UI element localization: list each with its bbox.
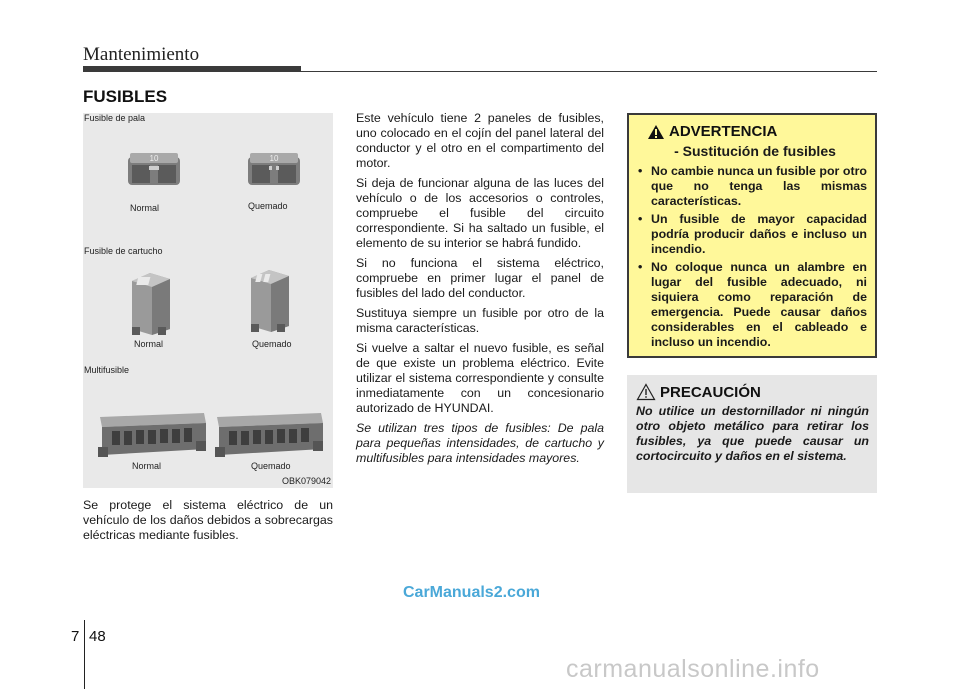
- paragraph-replace-fuse: Sustituya siempre un fusible por otro de la misma características.: [356, 306, 604, 335]
- warning-header: [647, 123, 867, 140]
- warning-item: • Un fusible de mayor capacidad podría producir daños e incluso un incendio.: [637, 212, 867, 257]
- paragraph-fuse-types: Se utilizan tres tipos de fusibles: De pala para pequeñas intensidades, de cartucho y multifusibles para intensidades mayores.: [356, 421, 604, 465]
- warning-item: • No cambie nunca un fusible por otro que no tenga las mismas características.: [637, 164, 867, 209]
- fuse-figure: [83, 113, 333, 488]
- header-rule-thick: [83, 66, 301, 72]
- blade-blown-caption: Quemado: [248, 201, 288, 211]
- cartridge-fuse-blown: [245, 268, 293, 334]
- header-rule-thin: [301, 71, 877, 72]
- header-title: Mantenimiento: [83, 44, 200, 65]
- multifuse-label: Multifusible: [84, 365, 130, 375]
- caution-box: [627, 375, 877, 493]
- warning-box: [627, 113, 877, 358]
- multifuse-blown: [213, 409, 325, 459]
- left-column-text: [83, 498, 333, 548]
- paragraph-driver-panel: Si no funciona el sistema eléctrico, compruebe en primer lugar el panel de fusibles del lado del conductor.: [356, 256, 604, 300]
- caution-header: [636, 383, 869, 401]
- paragraph-fuse-panels: Este vehículo tiene 2 paneles de fusibles, uno colocado en el cojín del panel lateral del conductor y el otro en el compartimento del motor.: [356, 111, 604, 170]
- caution-triangle-icon: [636, 383, 656, 401]
- warning-list: [637, 164, 867, 350]
- cartridge-normal-caption: Normal: [134, 339, 164, 349]
- intro-paragraph: Se protege el sistema eléctrico de un vehículo de los daños debidos a sobrecargas eléctricas mediante fusibles.: [83, 498, 333, 542]
- blade-normal-caption: Normal: [130, 203, 160, 213]
- multifuse-normal: [96, 409, 208, 459]
- carmanuals-watermark: CarManuals2.com: [403, 584, 540, 601]
- paragraph-blown-again: Si vuelve a saltar el nuevo fusible, es señal de que existe un problema eléctrico. Evite utilizar el sistema correspondiente y consulte inmediatamente con un concesionario autorizado de HYUNDAI.: [356, 341, 604, 415]
- caution-text: No utilice un destornillador ni ningún otro objeto metálico para retirar los fusibles, ya que puede causar un cortocircuito y daños en el sistema.: [636, 404, 869, 463]
- middle-column-text: [356, 111, 604, 471]
- figure-code: OBK079042: [281, 476, 331, 486]
- page-separator: [84, 620, 85, 689]
- page-number: 48: [89, 628, 106, 645]
- warning-title: ADVERTENCIA: [669, 123, 778, 140]
- warning-item: • No coloque nunca un alambre en lugar del fusible adecuado, ni siquiera como reparación de emergencia. Puede causar daños considerables en el cableado e incluso un incendio.: [637, 260, 867, 350]
- blade-fuse-blown: [246, 151, 302, 189]
- blade-fuse-normal: [126, 151, 182, 189]
- blade-fuse-label: Fusible de pala: [84, 113, 146, 123]
- multifuse-blown-caption: Quemado: [251, 461, 291, 471]
- section-title: FUSIBLES: [83, 87, 168, 106]
- site-watermark: carmanualsonline.info: [566, 655, 820, 683]
- warning-subtitle: - Sustitución de fusibles: [674, 143, 836, 159]
- paragraph-check-fuse: Si deja de funcionar alguna de las luces del vehículo o de los accesorios o controles, compruebe el fusible del circuito correspondiente. Si ha saltado un fusible, el elemento de su interior se habrá fundido.: [356, 176, 604, 250]
- cartridge-blown-caption: Quemado: [252, 339, 292, 349]
- chapter-number: 7: [71, 628, 80, 645]
- blade-fuse-blown-marking: 10: [269, 154, 279, 163]
- multifuse-normal-caption: Normal: [132, 461, 162, 471]
- cartridge-fuse-label: Fusible de cartucho: [84, 246, 163, 256]
- cartridge-fuse-normal: [126, 271, 174, 337]
- warning-triangle-icon: [647, 124, 665, 140]
- caution-title: PRECAUCIÓN: [660, 383, 761, 401]
- blade-fuse-normal-marking: 10: [149, 154, 159, 163]
